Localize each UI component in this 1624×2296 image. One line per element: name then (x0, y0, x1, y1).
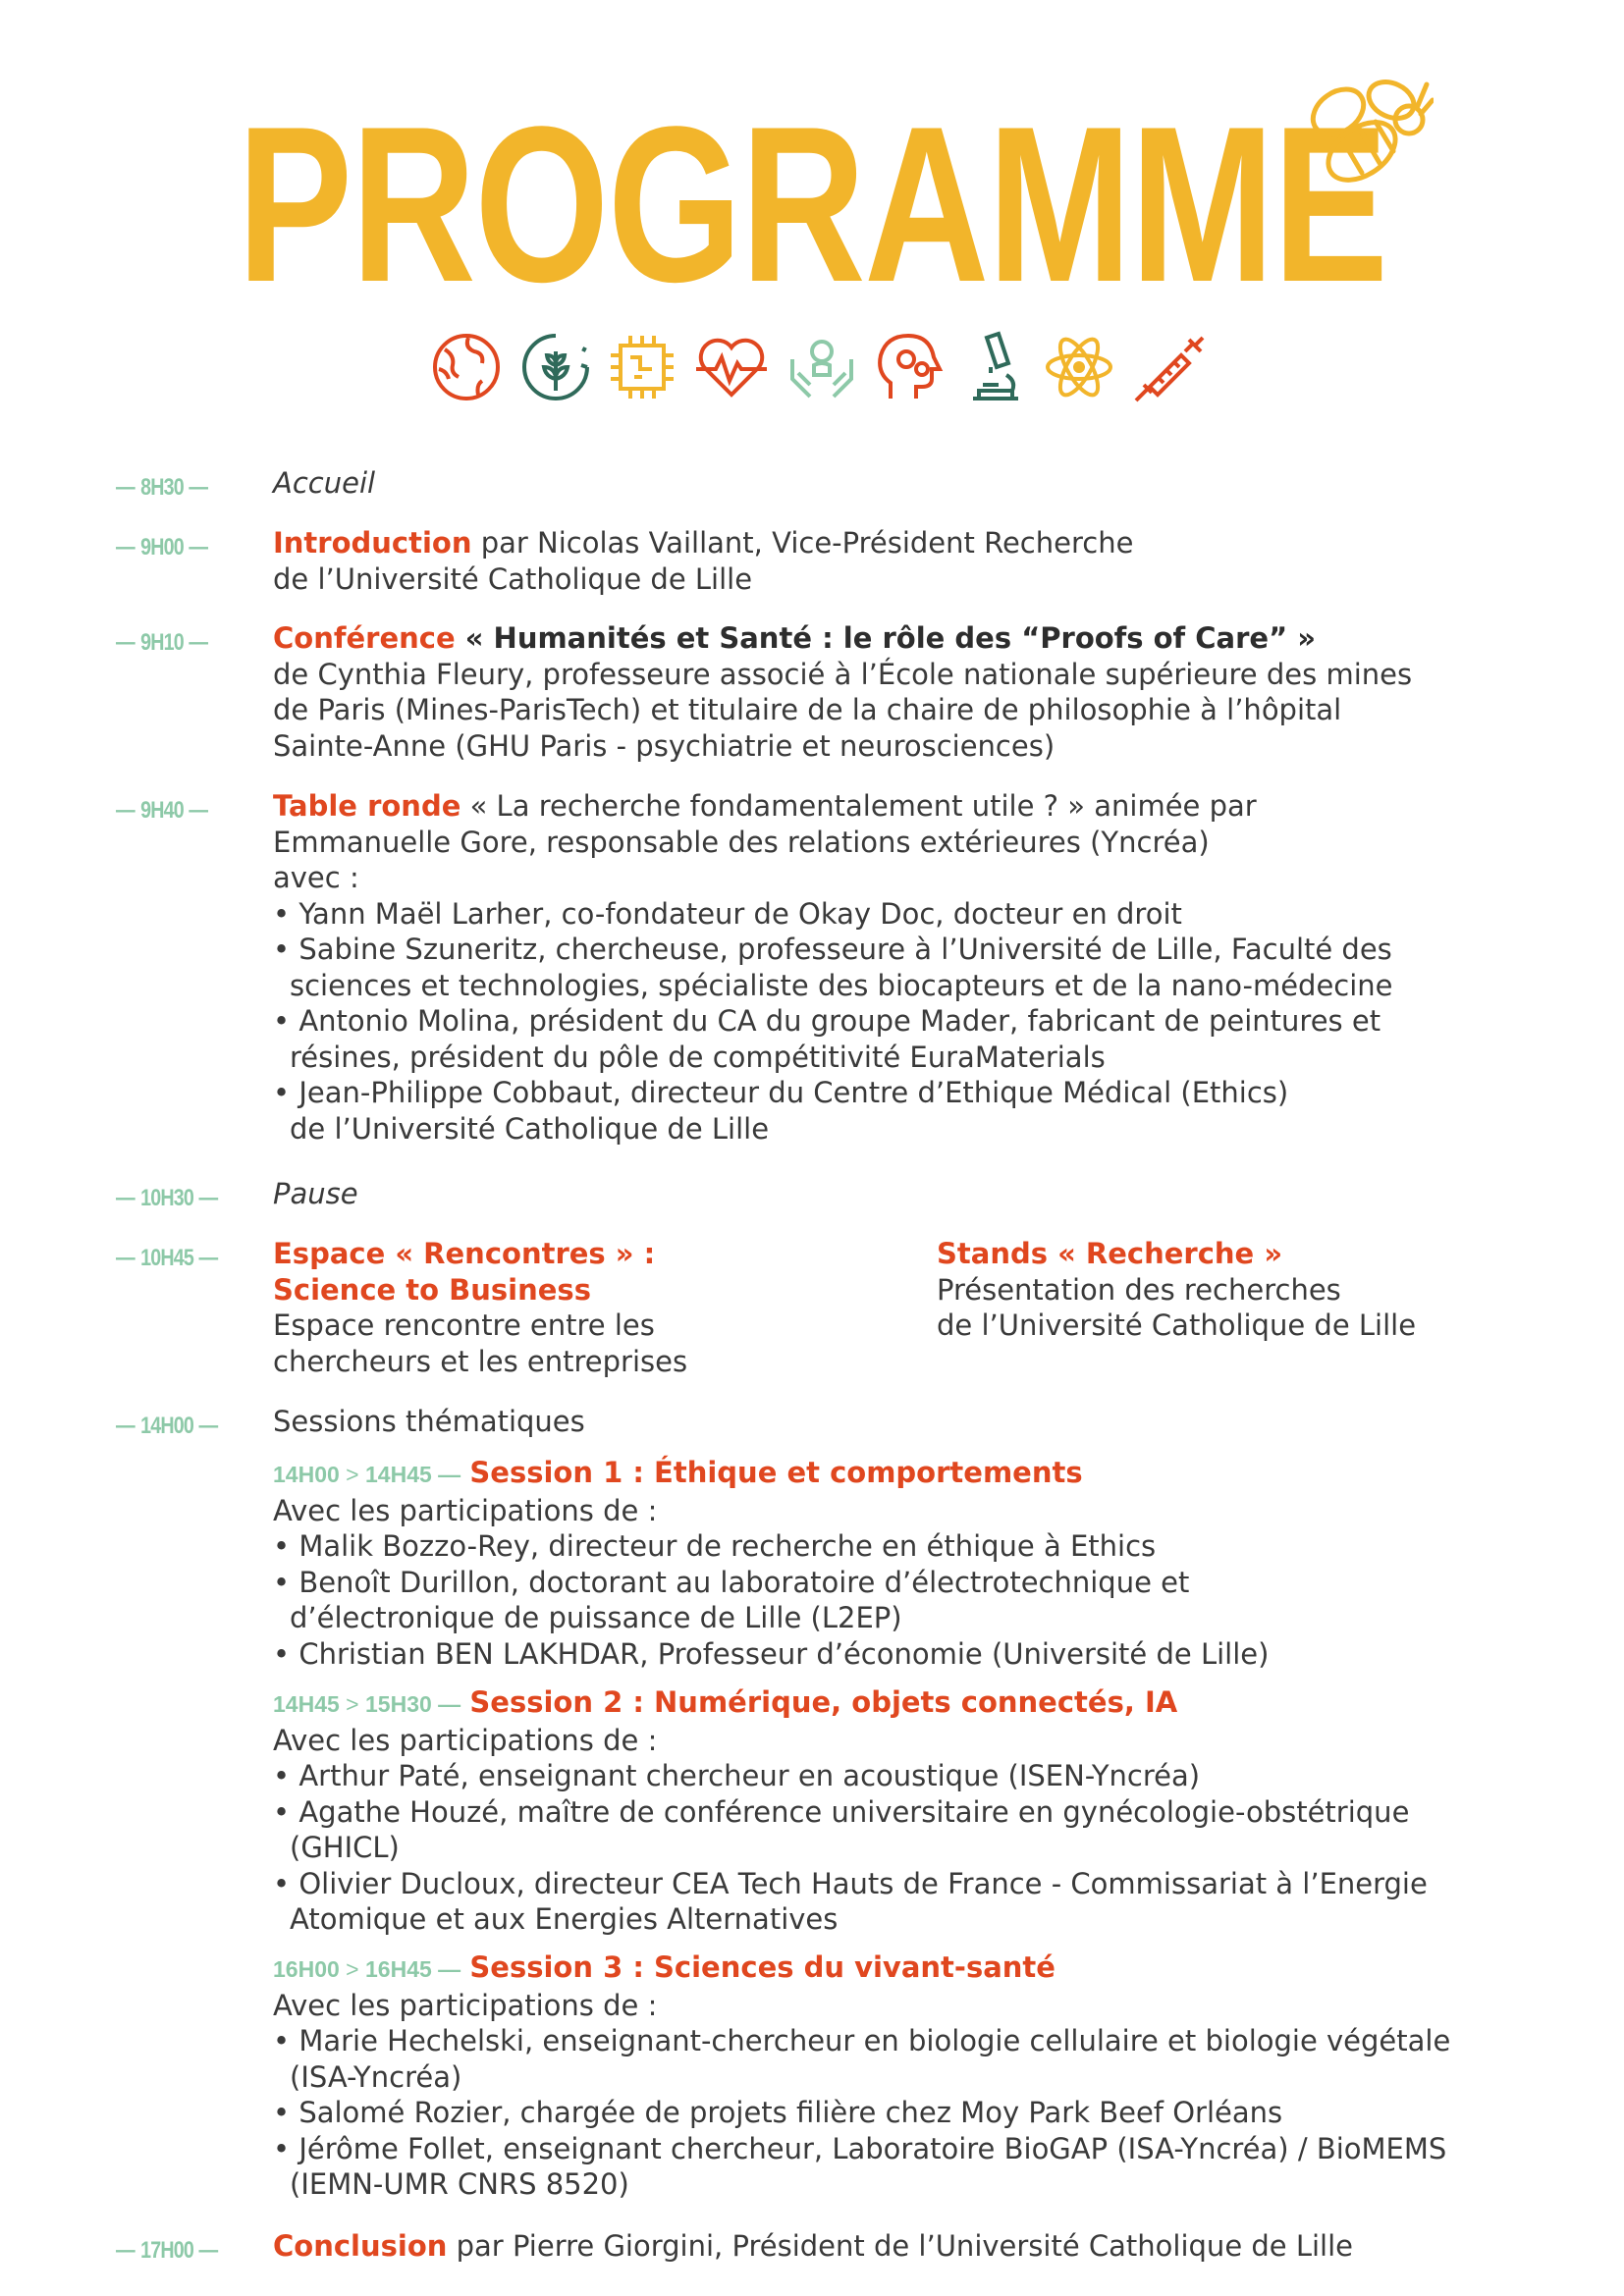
item-line: Sainte-Anne (GHU Paris - psychiatrie et neurosciences) (273, 728, 1056, 763)
list-item: • Agathe Houzé, maître de conférence universitaire en gynécologie-obstétrique (273, 1794, 1410, 1829)
head-gears-icon (871, 330, 946, 404)
item-line: Avec les participations de : (273, 1493, 658, 1527)
page-title: PROGRAMME (237, 80, 1387, 328)
hands-care-icon (785, 330, 859, 404)
list-item: • Marie Hechelski, enseignant-chercheur en biologie cellulaire et biologie végétale (273, 2024, 1451, 2057)
item-content (273, 525, 1540, 597)
item-content (273, 1404, 1540, 1440)
time-label: — 17H00 — (116, 2237, 219, 2264)
list-item: • Arthur Paté, enseignant chercheur en acoustique (ISEN-Yncréa) (273, 1759, 1201, 1792)
rencontres-subtitle: Science to Business (273, 1272, 591, 1307)
stands-title: Stands « Recherche » (937, 1237, 1283, 1270)
rencontres-title: Espace « Rencontres » : (273, 1237, 656, 1270)
list-item: • Christian BEN LAKHDAR, Professeur d’économie (Université de Lille) (273, 1636, 1270, 1671)
item-line: de Paris (Mines-ParisTech) et titulaire de la chaire de philosophie à l’hôpital (273, 693, 1342, 726)
session-content (273, 1455, 1540, 1672)
globe-icon (429, 330, 504, 404)
session-time: 14H00 > 14H45 — (273, 1462, 461, 1487)
syringe-icon (1132, 330, 1207, 404)
session-content (273, 1684, 1540, 1938)
list-item-continued: d’électronique de puissance de Lille (L2EP) (290, 1601, 902, 1634)
time-label: — 9H00 — (116, 534, 209, 561)
item-label: Conclusion (273, 2229, 448, 2263)
list-item-continued: sciences et technologies, spécialiste des biocapteurs et de la nano-médecine (290, 968, 1393, 1002)
time-label: — 10H30 — (116, 1185, 219, 1211)
item-line: Présentation des recherches (937, 1272, 1341, 1307)
item-text: par Pierre Giorgini, Président de l’Université Catholique de Lille (447, 2229, 1354, 2263)
list-item: • Benoît Durillon, doctorant au laboratoire d’électrotechnique et (273, 1565, 1190, 1599)
item-line: de l’Université Catholique de Lille (273, 561, 753, 596)
item-content (273, 1176, 1540, 1212)
item-label: Sessions thématiques (273, 1405, 585, 1438)
bee-icon (1301, 71, 1434, 198)
item-content (273, 788, 1540, 1147)
item-content (273, 2228, 1540, 2265)
session-time: 14H45 > 15H30 — (273, 1691, 461, 1717)
list-item: • Salomé Rozier, chargée de projets filière chez Moy Park Beef Orléans (273, 2096, 1283, 2129)
item-line: Espace rencontre entre les (273, 1308, 655, 1342)
item-line: Avec les participations de : (273, 1988, 658, 2022)
time-label: — 14H00 — (116, 1413, 219, 1439)
list-item: • Malik Bozzo-Rey, directeur de recherche en éthique à Ethics (273, 1529, 1157, 1563)
item-line: de l’Université Catholique de Lille (937, 1308, 1417, 1342)
rencontres-block (273, 1236, 901, 1379)
list-item-continued: résines, président du pôle de compétitivité EuraMaterials (290, 1040, 1106, 1074)
time-label: — 8H30 — (116, 474, 209, 501)
item-text: « La recherche fondamentalement utile ? » animée par (460, 789, 1257, 823)
item-text: par Nicolas Vaillant, Vice-Président Recherche (471, 526, 1134, 560)
session-content (273, 1949, 1540, 2203)
leaf-icon (518, 330, 593, 404)
item-label: Accueil (273, 466, 376, 500)
list-item-continued: Atomique et aux Energies Alternatives (290, 1902, 839, 1936)
item-content (273, 620, 1540, 764)
time-label: — 9H10 — (116, 629, 209, 656)
list-item-continued: (GHICL) (290, 1831, 400, 1864)
item-line: avec : (273, 861, 359, 894)
heartbeat-icon (694, 330, 769, 404)
list-item: • Antonio Molina, président du CA du groupe Mader, fabricant de peintures et (273, 1004, 1381, 1038)
list-item: • Yann Maël Larher, co-fondateur de Okay Doc, docteur en droit (273, 896, 1182, 931)
item-line: Avec les participations de : (273, 1723, 658, 1757)
item-line: de Cynthia Fleury, professeure associé à l’École nationale supérieure des mines (273, 657, 1413, 691)
list-item: • Jean-Philippe Cobbaut, directeur du Centre d’Ethique Médical (Ethics) (273, 1076, 1289, 1109)
conference-title: « Humanités et Santé : le rôle des “Proofs of Care” » (455, 621, 1316, 655)
item-label: Table ronde (273, 789, 461, 823)
microscope-icon (957, 330, 1032, 404)
session-time: 16H00 > 16H45 — (273, 1956, 461, 1982)
chip-icon (605, 330, 679, 404)
item-label: Conférence (273, 621, 456, 655)
list-item-continued: (IEMN-UMR CNRS 8520) (290, 2167, 629, 2201)
atom-icon (1042, 330, 1116, 404)
list-item-continued: (ISA-Yncréa) (290, 2059, 462, 2094)
item-line: Emmanuelle Gore, responsable des relations extérieures (Yncréa) (273, 825, 1210, 859)
list-item-continued: de l’Université Catholique de Lille (290, 1111, 770, 1146)
item-line: chercheurs et les entreprises (273, 1344, 688, 1378)
stands-block (937, 1236, 1545, 1344)
session-title: Session 2 : Numérique, objets connectés, IA (469, 1685, 1178, 1719)
session-title: Session 1 : Éthique et comportements (469, 1456, 1083, 1489)
item-content (273, 465, 1540, 502)
session-title: Session 3 : Sciences du vivant-santé (469, 1950, 1056, 1984)
list-item: • Olivier Ducloux, directeur CEA Tech Hauts de France - Commissariat à l’Energie (273, 1866, 1428, 1900)
list-item: • Jérôme Follet, enseignant chercheur, Laboratoire BioGAP (ISA-Yncréa) / BioMEMS (273, 2131, 1447, 2165)
item-label: Introduction (273, 526, 472, 560)
time-label: — 10H45 — (116, 1245, 219, 1271)
time-label: — 9H40 — (116, 797, 209, 824)
list-item: • Sabine Szuneritz, chercheuse, professeure à l’Université de Lille, Faculté des (273, 933, 1392, 966)
item-label: Pause (273, 1177, 358, 1210)
